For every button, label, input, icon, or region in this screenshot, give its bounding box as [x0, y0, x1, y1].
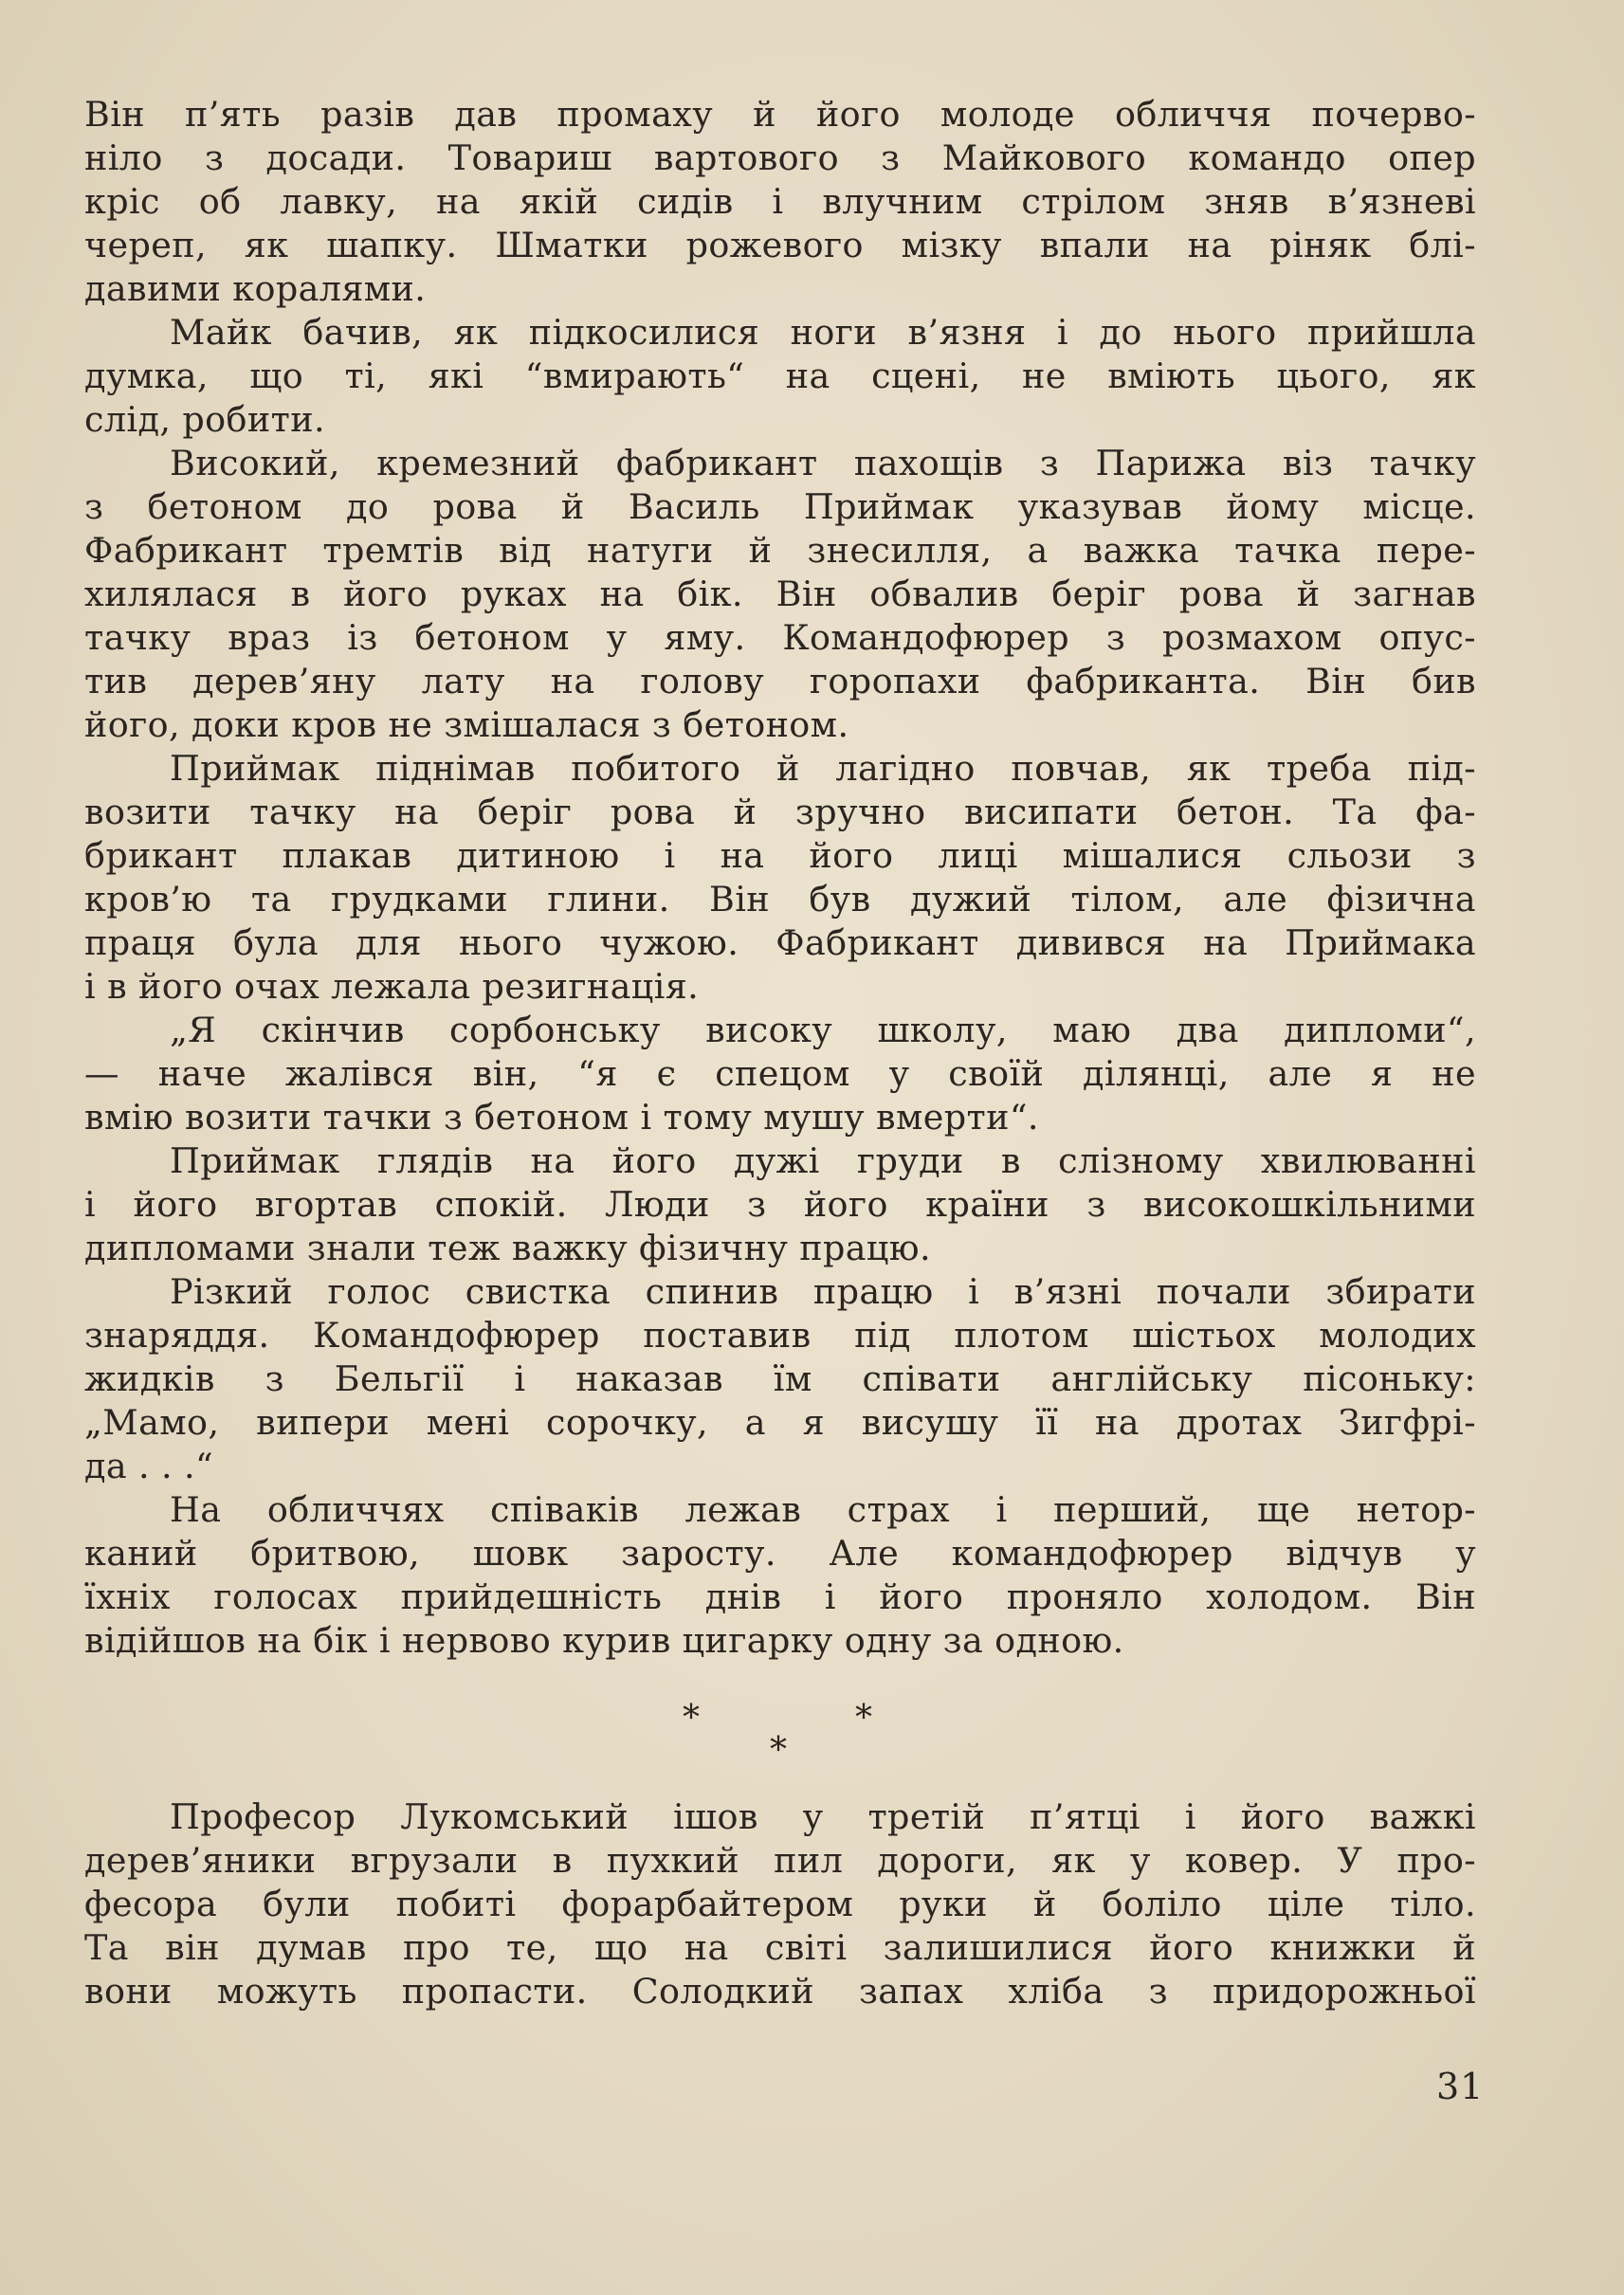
text-line: Різкий голос свистка спинив працю і в’язні почали збирати	[170, 1271, 1476, 1312]
text-line: Професор Лукомський ішов у третій п’ятці і його важкі	[170, 1796, 1476, 1837]
text-line: возити тачку на беріг рова й зручно висипати бетон. Та фа-	[84, 792, 1476, 832]
text-line: „Я скінчив сорбонську високу школу, маю два дипломи“,	[170, 1010, 1476, 1050]
text-line: тачку враз із бетоном у яму. Командофюрер з розмахом опус-	[84, 617, 1476, 658]
asterisk: *	[770, 1731, 787, 1770]
text-line: фесора були побиті форарбайтером руки й боліло ціле тіло.	[84, 1884, 1476, 1924]
asterisk: *	[683, 1699, 700, 1738]
text-line: відійшов на бік і нервово курив цигарку одну за одною.	[84, 1620, 1124, 1661]
text-line: Приймак глядів на його дужі груди в слізному хвилюванні	[170, 1140, 1476, 1181]
text-line: да . . .“	[84, 1446, 214, 1486]
text-line: жидків з Бельгії і наказав їм співати англійську пісоньку:	[84, 1358, 1476, 1399]
text-line: слід, робити.	[84, 399, 325, 440]
text-line: Приймак піднімав побитого й лагідно повчав, як треба під-	[170, 748, 1476, 789]
text-line: — наче жалівся він, “я є спецом у своїй ділянці, але я не	[84, 1053, 1476, 1094]
text-line: Та він думав про те, що на світі залишилися його книжки й	[84, 1927, 1476, 1968]
text-line: дерев’яники вгрузали в пухкий пил дороги, як у ковер. У про-	[84, 1840, 1476, 1881]
text-line: На обличчях співаків лежав страх і перший, ще нетор-	[170, 1489, 1476, 1530]
text-line: і його вгортав спокій. Люди з його країни з високошкільними	[84, 1184, 1476, 1225]
text-line: Високий, кремезний фабрикант пахощів з Парижа віз тачку	[170, 443, 1476, 483]
text-line: думка, що ті, які “вмирають“ на сцені, не вміють цього, як	[84, 355, 1476, 396]
text-line: давими коралями.	[84, 268, 427, 309]
text-line: вмію возити тачки з бетоном і тому мушу вмерти“.	[84, 1097, 1039, 1138]
section-separator	[0, 1699, 1624, 1775]
text-line: праця була для нього чужою. Фабрикант дивився на Приймака	[84, 922, 1476, 963]
asterisk: *	[855, 1699, 872, 1738]
text-line: з бетоном до рова й Василь Приймак указував йому місце.	[84, 486, 1476, 527]
text-line: череп, як шапку. Шматки рожевого мізку впали на ріняк блі-	[84, 225, 1476, 265]
page-number: 31	[1436, 2066, 1485, 2107]
text-line: його, доки кров не змішалася з бетоном.	[84, 704, 849, 745]
text-line: вони можуть пропасти. Солодкий запах хліба з придорожньої	[84, 1971, 1476, 2012]
text-line: ніло з досади. Товариш вартового з Майкового командо опер	[84, 137, 1476, 178]
text-line: Фабрикант тремтів від натуги й знесилля, а важка тачка пере-	[84, 530, 1476, 571]
text-line: їхніх голосах прийдешність днів і його проняло холодом. Він	[84, 1576, 1476, 1617]
text-line: Майк бачив, як підкосилися ноги в’язня і до нього прийшла	[170, 312, 1476, 353]
text-line: дипломами знали теж важку фізичну працю.	[84, 1228, 931, 1268]
text-line: „Мамо, випери мені сорочку, а я висушу її на дротах Зигфрі-	[84, 1402, 1476, 1443]
text-line: тив дерев’яну лату на голову горопахи фабриканта. Він бив	[84, 661, 1476, 701]
text-line: знаряддя. Командофюрер поставив під плотом шістьох молодих	[84, 1315, 1476, 1356]
text-line: брикант плакав дитиною і на його лиці мішалися сльози з	[84, 835, 1476, 876]
text-line: і в його очах лежала резигнація.	[84, 966, 700, 1007]
text-line: каний бритвою, шовк заросту. Але командофюрер відчув у	[84, 1533, 1476, 1574]
second-text-block	[84, 1795, 1476, 2013]
text-line: кров’ю та грудками глини. Він був дужий тілом, але фізична	[84, 879, 1476, 920]
text-line: Він п’ять разів дав промаху й його молоде обличчя почерво-	[84, 94, 1476, 135]
text-line: кріс об лавку, на якій сидів і влучним стрілом зняв в’язневі	[84, 181, 1476, 222]
main-text-block	[84, 93, 1476, 1663]
text-line: хилялася в його руках на бік. Він обвалив беріг рова й загнав	[84, 574, 1476, 614]
